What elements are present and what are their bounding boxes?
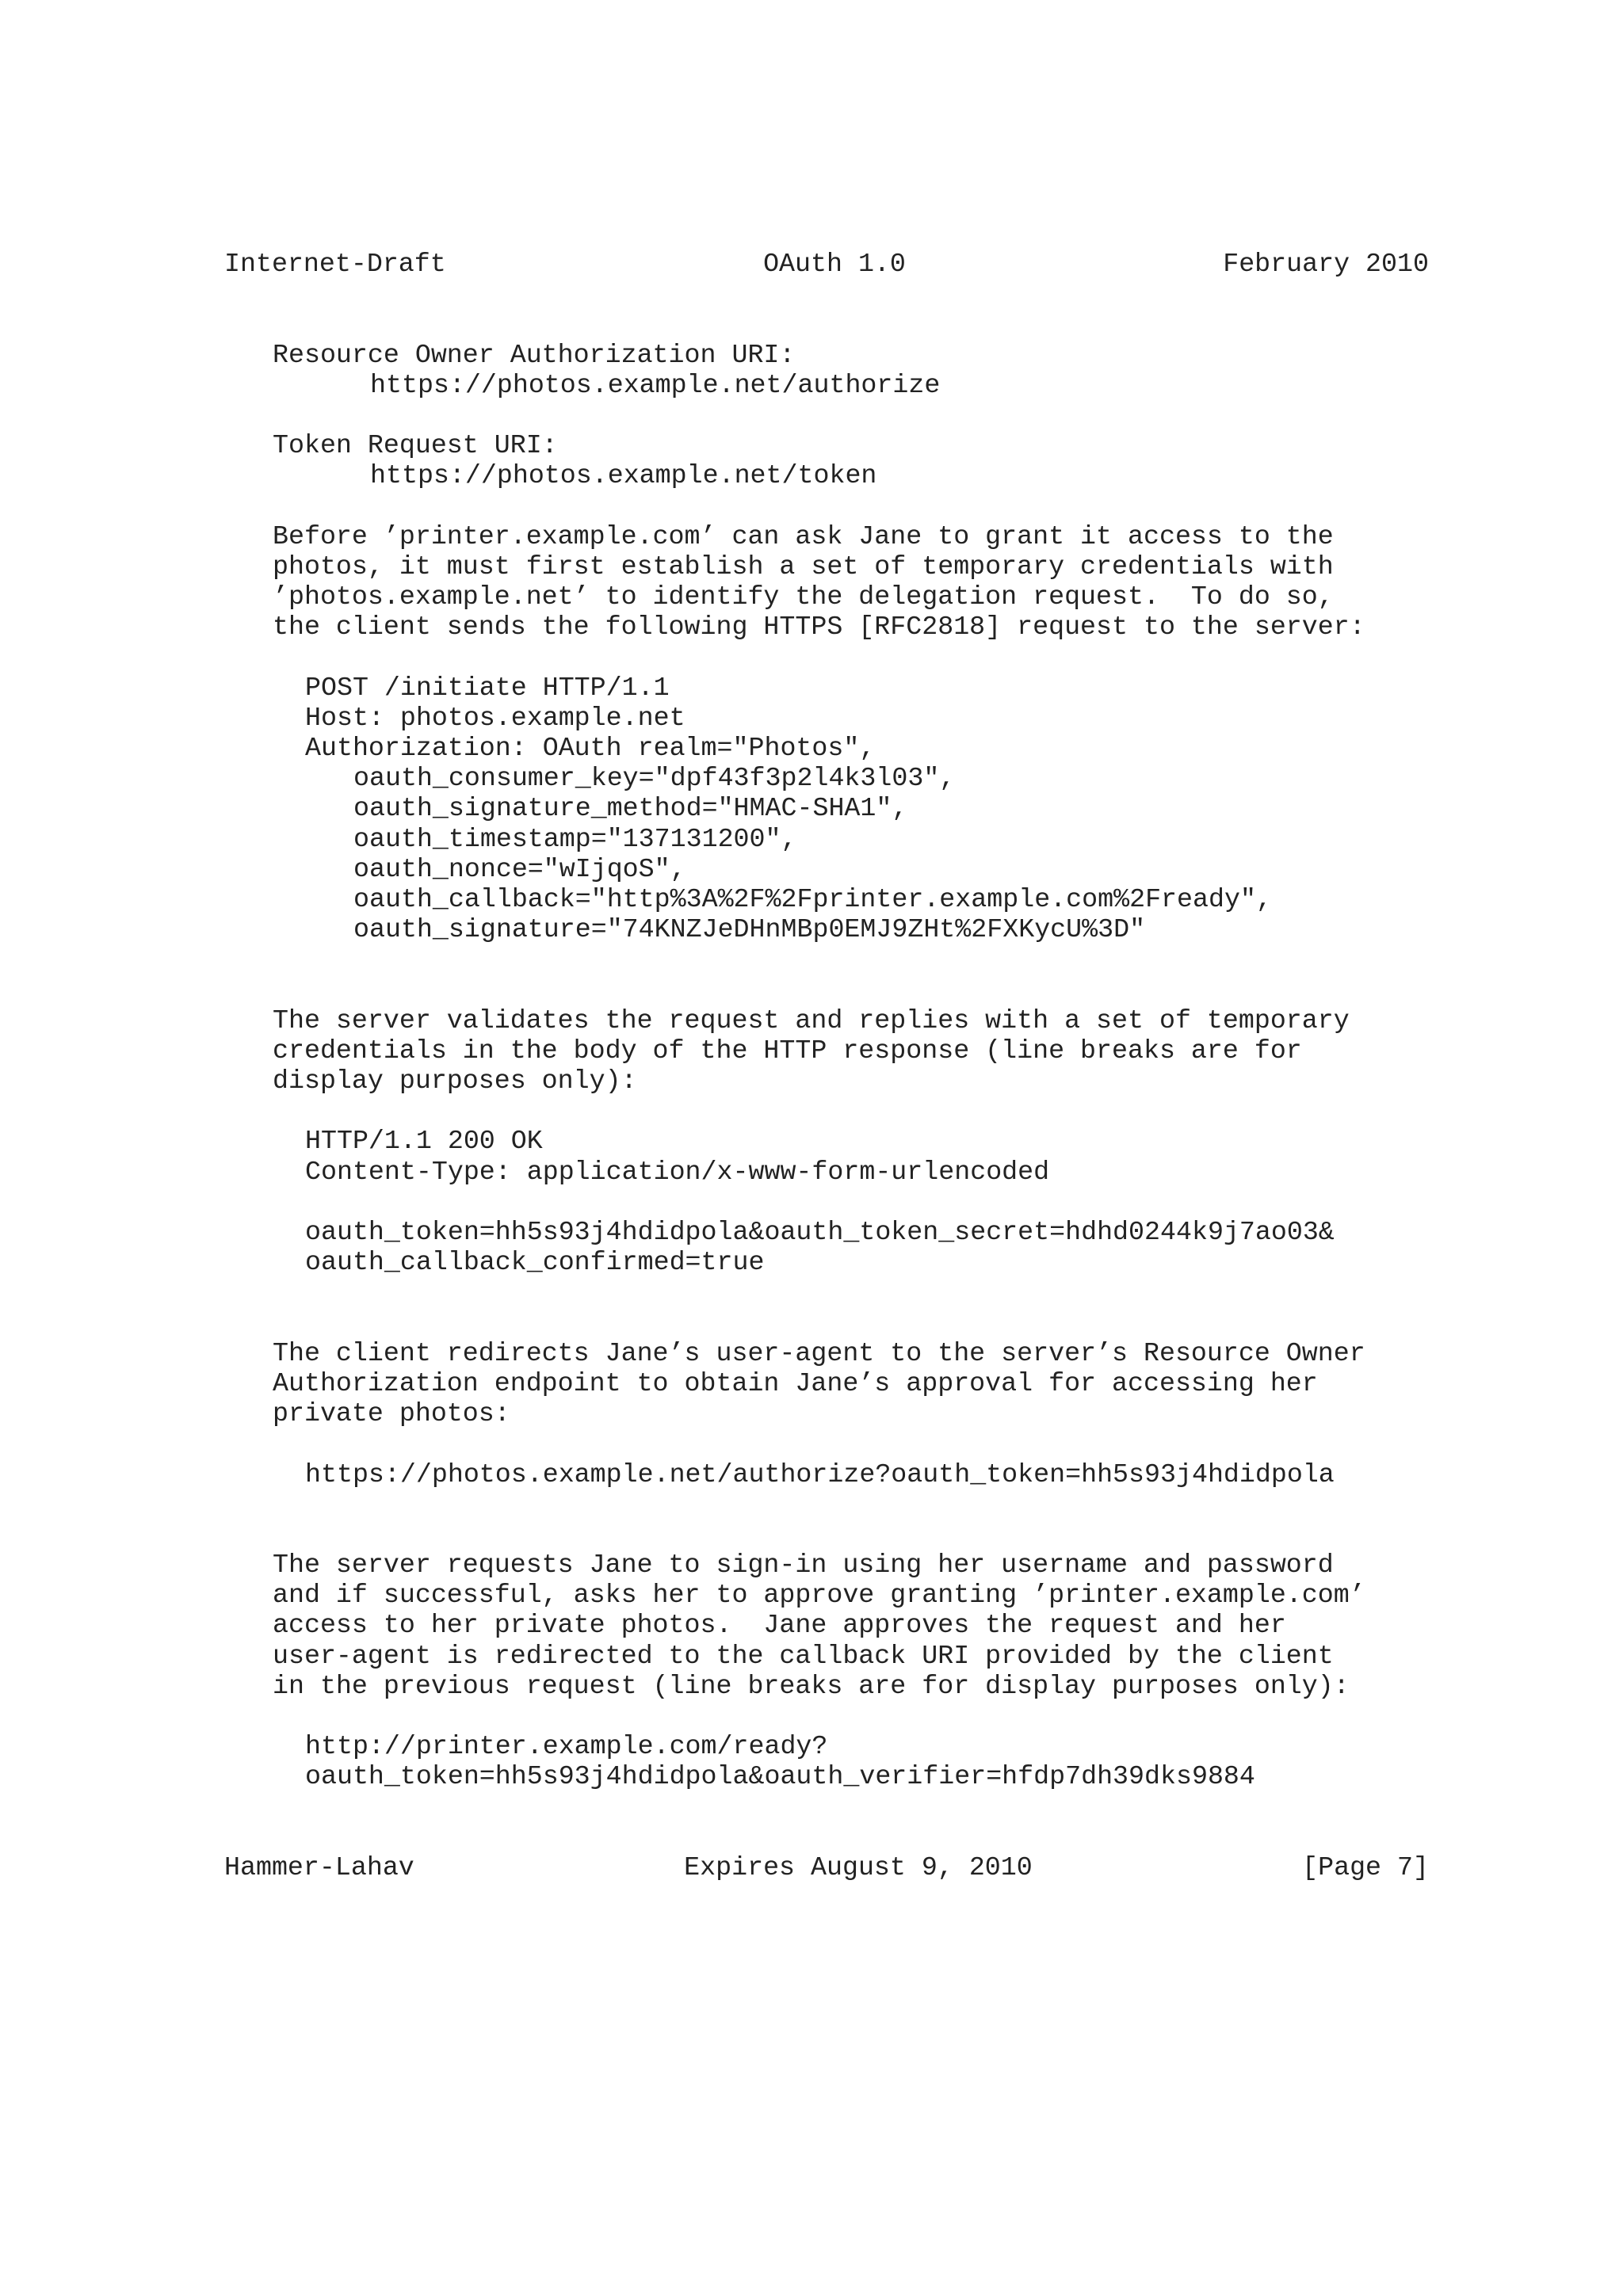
header-right: February 2010 — [1223, 249, 1429, 279]
code-line: Authorization: OAuth realm="Photos", — [305, 733, 876, 763]
code-line: oauth_token=hh5s93j4hdidpola&oauth_verifier=hfdp7dh39dks9884 — [305, 1761, 1255, 1792]
code-line: oauth_signature="74KNZJeDHnMBp0EMJ9ZHt%2FXKycU%3D" — [353, 914, 1146, 945]
footer-left: Hammer-Lahav — [224, 1852, 414, 1882]
auth-uri-label: Resource Owner Authorization URI: — [273, 339, 796, 370]
page-header — [224, 249, 1429, 279]
code-line: oauth_callback_confirmed=true — [305, 1247, 765, 1278]
footer-right: [Page 7] — [1302, 1852, 1429, 1882]
paragraph-line: and if successful, asks her to approve granting ’printer.example.com’ — [273, 1580, 1365, 1611]
code-line: HTTP/1.1 200 OK — [305, 1126, 543, 1157]
code-line: oauth_nonce="wIjqoS", — [353, 853, 686, 884]
code-line: oauth_signature_method="HMAC-SHA1", — [353, 793, 908, 824]
paragraph-line: private photos: — [273, 1398, 510, 1429]
paragraph-line: Authorization endpoint to obtain Jane’s approval for accessing her — [273, 1367, 1318, 1398]
code-line: Content-Type: application/x-www-form-urlencoded — [305, 1156, 1050, 1187]
code-line: Host: photos.example.net — [305, 702, 685, 733]
authorize-redirect-url: https://photos.example.net/authorize?oauth_token=hh5s93j4hdidpola — [305, 1459, 1335, 1489]
document-page — [224, 249, 1429, 1882]
code-line: oauth_token=hh5s93j4hdidpola&oauth_token_secret=hdhd0244k9j7ao03& — [305, 1217, 1335, 1247]
code-line: oauth_callback="http%3A%2F%2Fprinter.example.com%2Fready", — [353, 883, 1272, 914]
code-block-callback-url — [224, 1731, 1429, 1791]
paragraph-jane-approves — [224, 1550, 1429, 1701]
paragraph-line: photos, it must first establish a set of temporary credentials with — [273, 551, 1334, 582]
code-block-initiate-response — [224, 1126, 1429, 1277]
code-line: oauth_timestamp="137131200", — [353, 823, 797, 854]
auth-uri: https://photos.example.net/authorize — [370, 369, 941, 400]
paragraph-line: the client sends the following HTTPS [RFC2818] request to the server: — [273, 612, 1365, 643]
code-line: http://printer.example.com/ready? — [305, 1731, 828, 1762]
code-line: POST /initiate HTTP/1.1 — [305, 672, 670, 703]
paragraph-line: The client redirects Jane’s user-agent to the server’s Resource Owner — [273, 1337, 1365, 1368]
paragraph-line: ’photos.example.net’ to identify the delegation request. To do so, — [273, 582, 1334, 612]
header-left: Internet-Draft — [224, 249, 446, 279]
paragraph-client-redirects — [224, 1338, 1429, 1429]
code-line: oauth_consumer_key="dpf43f3p2l4k3l03", — [353, 763, 956, 794]
paragraph-line: user-agent is redirected to the callback URI provided by the client — [273, 1640, 1334, 1671]
paragraph-line: credentials in the body of the HTTP response (line breaks are for — [273, 1035, 1302, 1066]
paragraph-line: in the previous request (line breaks are for display purposes only): — [273, 1670, 1350, 1701]
token-uri-label: Token Request URI: — [273, 430, 558, 461]
paragraph-server-validates — [224, 1005, 1429, 1097]
header-center: OAuth 1.0 — [763, 249, 906, 279]
paragraph-line: The server requests Jane to sign-in using her username and password — [273, 1550, 1334, 1581]
paragraph-line: display purposes only): — [273, 1066, 637, 1097]
paragraph-temporary-credentials — [224, 521, 1429, 643]
page-footer — [224, 1852, 1429, 1882]
paragraph-line: Before ’printer.example.com’ can ask Jane to grant it access to the — [273, 521, 1334, 551]
paragraph-line: access to her private photos. Jane approves the request and her — [273, 1610, 1286, 1641]
footer-center: Expires August 9, 2010 — [684, 1852, 1033, 1882]
paragraph-line: The server validates the request and replies with a set of temporary — [273, 1005, 1350, 1035]
code-block-initiate-request — [224, 673, 1429, 945]
token-uri: https://photos.example.net/token — [370, 460, 877, 491]
